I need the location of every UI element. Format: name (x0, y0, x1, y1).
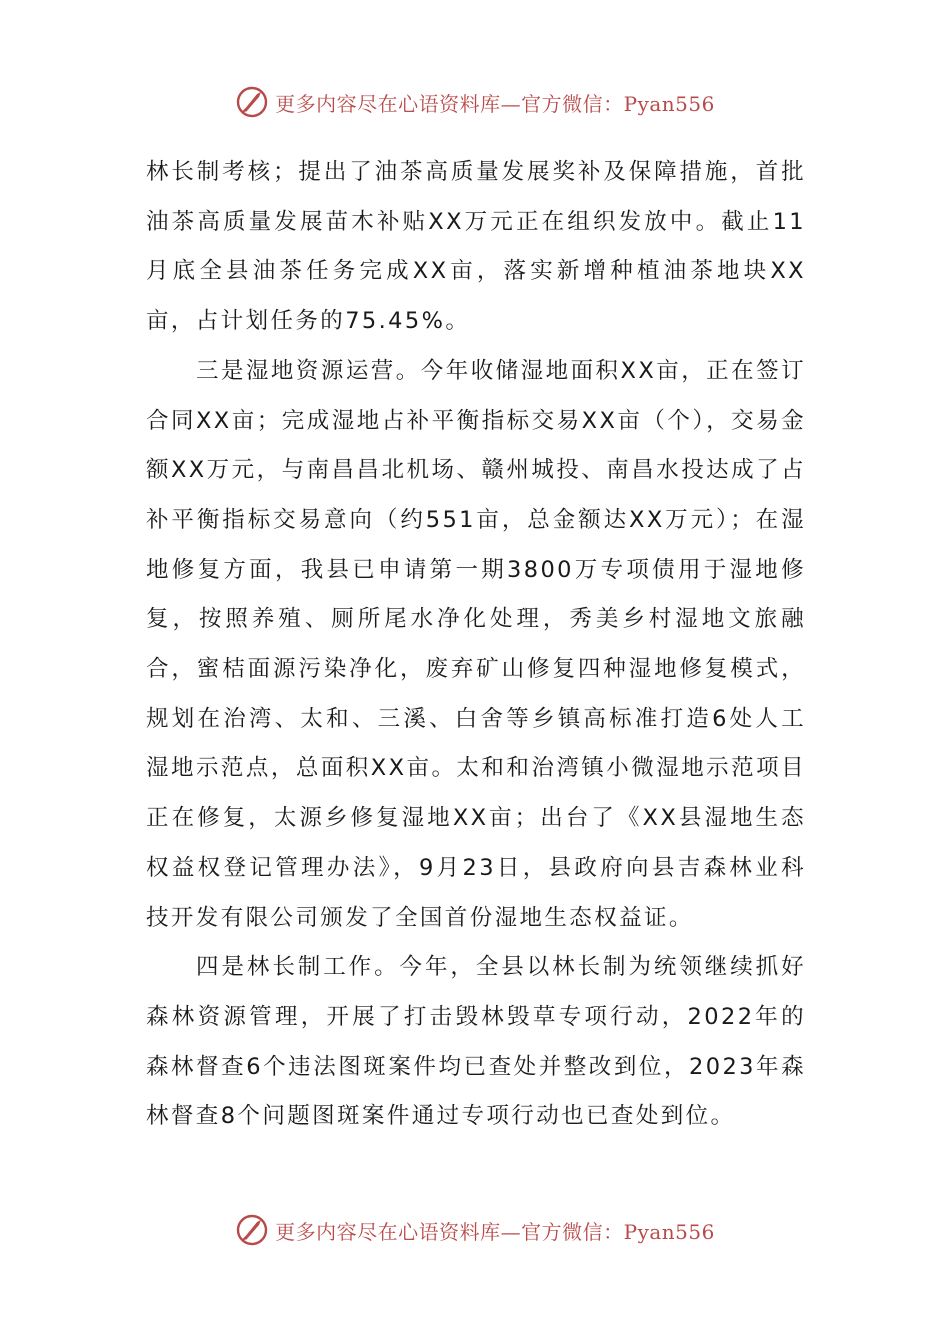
quill-logo-icon (235, 85, 269, 119)
document-body (146, 148, 806, 1142)
paragraph: 四是林长制工作。今年，全县以林长制为统领继续抓好森林资源管理，开展了打击毁林毁草专项行动，2022年的森林督查6个违法图斑案件均已查处并整改到位，2023年森林督查8个问题图斑案件通过专项行动也已查处到位。 (146, 954, 806, 1130)
header-watermark (0, 84, 950, 120)
watermark-text: 更多内容尽在心语资料库—官方微信：Pyan556 (275, 91, 715, 116)
footer-watermark (0, 1212, 950, 1248)
quill-logo-icon (235, 1213, 269, 1247)
paragraph: 林长制考核；提出了油茶高质量发展奖补及保障措施，首批油茶高质量发展苗木补贴XX万元正在组织发放中。截止11月底全县油茶任务完成XX亩，落实新增种植油茶地块XX亩，占计划任务的75.45%。 (146, 159, 806, 335)
paragraph: 三是湿地资源运营。今年收储湿地面积XX亩，正在签订合同XX亩；完成湿地占补平衡指标交易XX亩（个），交易金额XX万元，与南昌昌北机场、赣州城投、南昌水投达成了占补平衡指标交易意向（约551亩，总金额达XX万元）；在湿地修复方面，我县已申请第一期3800万专项债用于湿地修复，按照养殖、厕所尾水净化处理，秀美乡村湿地文旅融合，蜜桔面源污染净化，废弃矿山修复四种湿地修复模式，规划在治湾、太和、三溪、白舍等乡镇高标准打造6处人工湿地示范点，总面积XX亩。太和和治湾镇小微湿地示范项目正在修复，太源乡修复湿地XX亩；出台了《XX县湿地生态权益权登记管理办法》，9月23日，县政府向县吉森林业科技开发有限公司颁发了全国首份湿地生态权益证。 (146, 357, 806, 931)
watermark-text: 更多内容尽在心语资料库—官方微信：Pyan556 (275, 1219, 715, 1244)
